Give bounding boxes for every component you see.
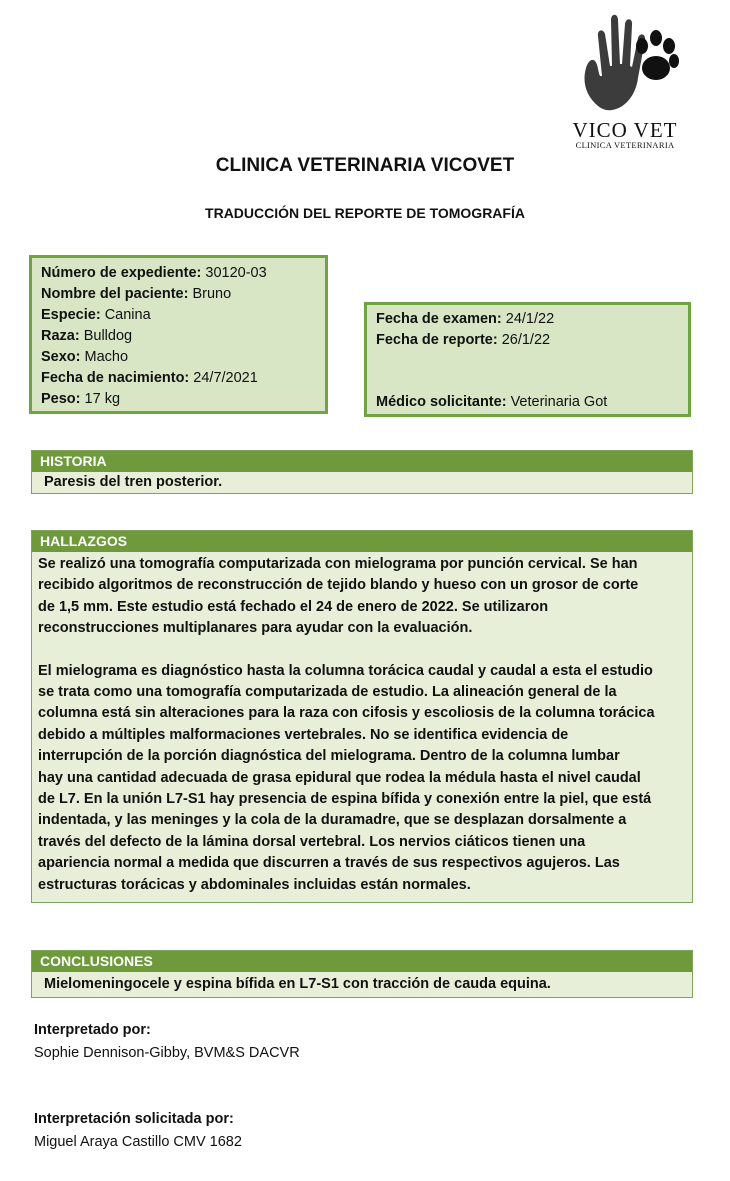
field-label: Fecha de nacimiento:: [41, 370, 190, 386]
patient-info-box: [29, 255, 328, 414]
text-line: se trata como una tomografía computarizada de estudio. La alineación general de la: [38, 684, 617, 701]
field-value: 24/7/2021: [193, 370, 258, 386]
field-label: Peso:: [41, 391, 81, 407]
text-line: recibido algoritmos de reconstrucción de tejido blando y hueso con un grosor de corte: [38, 577, 639, 594]
conclusion-text: Mielomeningocele y espina bífida en L7-S1 con tracción de cauda equina.: [44, 976, 551, 992]
section-heading: HALLAZGOS: [32, 531, 692, 552]
patient-species: [41, 305, 325, 326]
field-value: Macho: [84, 349, 129, 365]
field-label: Nombre del paciente:: [41, 286, 189, 302]
conclusions-section: [31, 950, 693, 998]
field-value: Bulldog: [83, 328, 133, 344]
logo-subtitle: CLINICA VETERINARIA: [575, 140, 675, 150]
field-label: Fecha de reporte:: [376, 332, 498, 348]
text-line: estructuras torácicas y abdominales incluidas están normales.: [38, 876, 471, 893]
field-value: Veterinaria Got: [510, 394, 608, 410]
text-line: través del defecto de la lámina dorsal vertebral. Los nervios ciáticos tienen una: [38, 833, 586, 850]
section-heading: HISTORIA: [32, 451, 692, 472]
patient-sex: [41, 347, 325, 368]
field-value: 30120-03: [205, 265, 267, 281]
section-heading: CONCLUSIONES: [32, 951, 692, 972]
patient-birth-date: [41, 368, 325, 389]
text-line: indentada, y las meninges y la cola de la duramadre, que se desplazan dorsalmente a: [38, 812, 627, 829]
field-value: Canina: [104, 307, 151, 323]
findings-paragraph: [38, 554, 686, 640]
report-date: [376, 330, 688, 351]
logo-name: VICO VET: [572, 118, 678, 142]
findings-section: [31, 530, 693, 903]
patient-record-number: [41, 263, 325, 284]
history-section: [31, 450, 693, 494]
exam-info-box: [364, 302, 691, 417]
field-value: 26/1/22: [501, 332, 551, 348]
text-line: hay una cantidad adecuada de grasa epidural que rodea la médula hasta el nivel caudal: [38, 769, 641, 786]
text-line: reconstrucciones multiplanares para ayudar con la evaluación.: [38, 620, 473, 637]
requested-by-name: Miguel Araya Castillo CMV 1682: [34, 1134, 242, 1150]
exam-date: [376, 309, 688, 330]
patient-name: [41, 284, 325, 305]
text-line: columna está sin alteraciones para la raza con cifosis y escoliosis de la columna torácica: [38, 705, 655, 722]
text-line: apariencia normal a medida que discurren a través de sus respectivos agujeros. Las: [38, 855, 620, 872]
document-title: TRADUCCIÓN DEL REPORTE DE TOMOGRAFÍA: [205, 205, 525, 221]
findings-paragraph: [38, 661, 686, 896]
interpreted-by-label: Interpretado por:: [34, 1022, 151, 1038]
field-label: Médico solicitante:: [376, 394, 507, 410]
requested-by-label: Interpretación solicitada por:: [34, 1111, 234, 1127]
field-label: Número de expediente:: [41, 265, 202, 281]
text-line: interrupción de la porción diagnóstica del mielograma. Dentro de la columna lumbar: [38, 748, 620, 765]
requesting-doctor: [376, 392, 688, 413]
field-label: Raza:: [41, 328, 80, 344]
section-body: [32, 472, 692, 493]
text-line: El mielograma es diagnóstico hasta la columna torácica caudal y caudal a esta el estudio: [38, 662, 653, 679]
interpreted-by-name: Sophie Dennison-Gibby, BVM&S DACVR: [34, 1045, 300, 1061]
text-line: de L7. En la unión L7-S1 hay presencia de espina bífida y conexión entre la piel, que está: [38, 791, 652, 808]
field-label: Especie:: [41, 307, 101, 323]
section-body: [32, 972, 692, 997]
section-body: [32, 552, 692, 902]
clinic-logo: [560, 6, 690, 150]
patient-weight: [41, 389, 325, 410]
field-value: 17 kg: [84, 391, 121, 407]
text-line: debido a múltiples malformaciones vertebrales. No se identifica evidencia de: [38, 726, 569, 743]
clinic-title: CLINICA VETERINARIA VICOVET: [215, 155, 515, 176]
field-value: Bruno: [192, 286, 232, 302]
text-line: Se realizó una tomografía computarizada con mielograma por punción cervical. Se han: [38, 556, 638, 572]
field-value: 24/1/22: [505, 311, 555, 327]
field-label: Sexo:: [41, 349, 81, 365]
field-label: Fecha de examen:: [376, 311, 502, 327]
handprint-pawprint-icon: [568, 6, 680, 118]
text-line: de 1,5 mm. Este estudio está fechado el 24 de enero de 2022. Se utilizaron: [38, 598, 549, 615]
patient-breed: [41, 326, 325, 347]
history-text: Paresis del tren posterior.: [44, 474, 223, 490]
